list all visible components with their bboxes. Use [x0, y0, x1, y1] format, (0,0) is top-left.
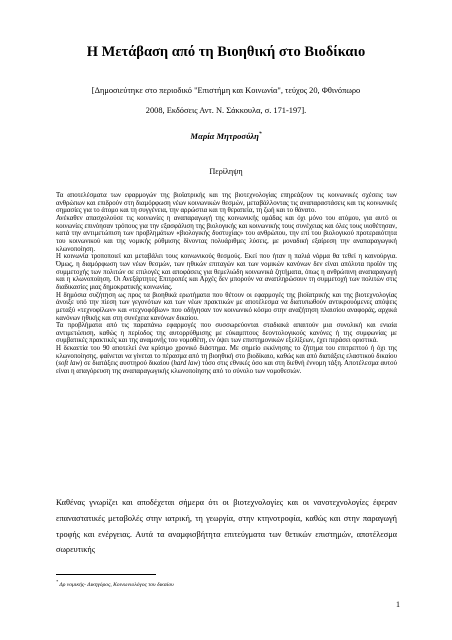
- abstract-paragraph: Η δημόσια συζήτηση ως προς τα βιοηθικά ερωτήματα που θέτουν οι εφαρμογές της βιοϊατρικής και της βιοτεχνολογίας άνοιξε υπό την πίεση των γεγονότων και των νέων πρακτικών με αποτέλεσμα να διατυπωθούν αντικρουόμενες απόψεις μεταξύ «τεχνοφίλων» και «τεχνοφόβων» που οδήγησαν τον κοινωνικό κόσμο στην αναζήτηση πλαισίου αναφοράς, αρχικά κανόνων ηθικής και στη συνέχεια κανόνων δικαίου.: [56, 291, 397, 322]
- abstract-paragraph: Τα αποτελέσματα των εφαρμογών της βιοϊατρικής και της βιοτεχνολογίας επηρεάζουν τις κοινωνικές σχέσεις των ανθρώπων και επιδρούν στη διαμόρφωση νέων κοινωνικών θεσμών, μεταβάλλοντας τις αναπαραστάσεις και τις κοινωνικές σημασίες για το άτομο και τη συγγένεια, την αρρώστια και τη θεραπεία, τη ζωή και το θάνατο.: [56, 192, 397, 215]
- footnote-mark: *: [56, 579, 59, 584]
- document-title: Η Μετάβαση από τη Βιοηθική στο Βιοδίκαιο: [86, 44, 366, 60]
- footnote-text: Δρ νομικής- Δικηγόρος, Κοινωνιολόγος του δικαίου: [59, 581, 174, 588]
- abstract-paragraph: Η κοινωνία τροποποιεί και μεταβάλει τους κοινωνικούς θεσμούς. Εκεί που ήταν η παλιά νόρμα θα τεθεί η καινούργια. Όμως, η διαμόρφωση των νέων θεσμών, των ηθικών επιταγών και των νομικών κανόνων δεν είναι απόλυτα προϊόν της συμμετοχής των πολιτών σε επιλογές και αποφάσεις για θεμελιώδη κοινωνικά ζητήματα, όπως η ανθρώπινη αναπαραγωγή και η κλωνοποίηση. Οι Ανεξάρτητες Επιτροπές και Αρχές δεν μπορούν να αναπληρώσουν τη συμμετοχή των πολιτών στις διαδικασίες μιας δημοκρατικής κοινωνίας.: [56, 253, 397, 291]
- author-name: [30, 131, 422, 141]
- abstract-paragraph: Η δεκαετία του 90 αποτελεί ένα κρίσιμο χρονικό διάστημα. Με σημείο εκκίνησης το ζήτημα του επιτρεπτού ή όχι της κλωνοποίησης, φαίνεται να γίνεται το πέρασμα από τη βιοηθική στο βιοδίκαιο, καθώς και από διατάξεις ελαστικού δικαίου (soft law) σε διατάξεις αυστηρού δικαίου (hard law) τόσο στις εθνικές όσο και στη διεθνή έννομη τάξη. Αποτέλεσμα αυτού είναι η απαγόρευση της αναπαραγωγικής κλωνοποίησης από το σύνολο των νομοθεσιών.: [56, 345, 397, 376]
- author-footnote-mark: *: [258, 131, 262, 138]
- page-number: 1: [396, 600, 400, 609]
- abstract-section: [56, 192, 397, 376]
- author-name-text: Μαρία Μητροσύλη: [190, 131, 259, 141]
- footnote: [56, 579, 174, 588]
- abstract-paragraph: Ανέκαθεν απασχολούσε τις κοινωνίες η αναπαραγωγή της κοινωνικής ομάδας και όχι μόνο του ατόμου, για αυτό οι κοινωνίες επινόησαν τρόπους για την εξασφάλιση της βιολογικής και κοινωνικής τους συνέχειας και όλες τους υιοθέτησαν, κατά την αντιμετώπιση των προβλημάτων «βιολογικής δυστυχίας» του ανθρώπου, την επί του βιολογικού προτεραιότητα του κοινωνικού και της νομικής ρύθμισης δίνοντας πολυάριθμες λύσεις, με μοναδική εξαίρεση την αναπαραγωγική κλωνοποίηση.: [56, 214, 397, 253]
- publication-info-line-1: [Δημοσιεύτηκε στο περιοδικό "Επιστήμη και Κοινωνία", τεύχος 20, Φθινόπωρο: [91, 86, 361, 95]
- footnote-divider: [56, 574, 156, 575]
- abstract-heading: Περίληψη: [209, 167, 243, 176]
- body-text: [56, 495, 397, 558]
- abstract-paragraph: Τα προβλήματα από τις παραπάνω εφαρμογές που συσσωρεύονται σταδιακά απαιτούν μια συνολική και ενιαία αντιμετώπιση, καθώς η περίοδος της αυτορρύθμισης με εύκαμπτους δεοντολογικούς κανόνες ή της συμφωνίας με συμβατικές πρακτικές και της αναμονής του νομοθέτη, εν όψει των επιστημονικών εξελίξεων, έχει περάσει οριστικά.: [56, 322, 397, 345]
- publication-info-line-2: 2008, Εκδόσεις Αντ. Ν. Σάκκουλα, σ. 171-197].: [145, 106, 307, 115]
- body-paragraph: Καθένας γνωρίζει και αποδέχεται σήμερα ότι οι βιοτεχνολογίες και οι νανοτεχνολογίες έφεραν επαναστατικές μεταβολές στην ιατρική, τη γεωργία, στην κτηνοτροφία, καθώς και στην παραγωγή τροφής και ενέργειας. Αυτά τα αναμφισβήτητα επιτεύγματα των θετικών επιστημών, αποτέλεσμα σωρευτικής: [56, 498, 397, 555]
